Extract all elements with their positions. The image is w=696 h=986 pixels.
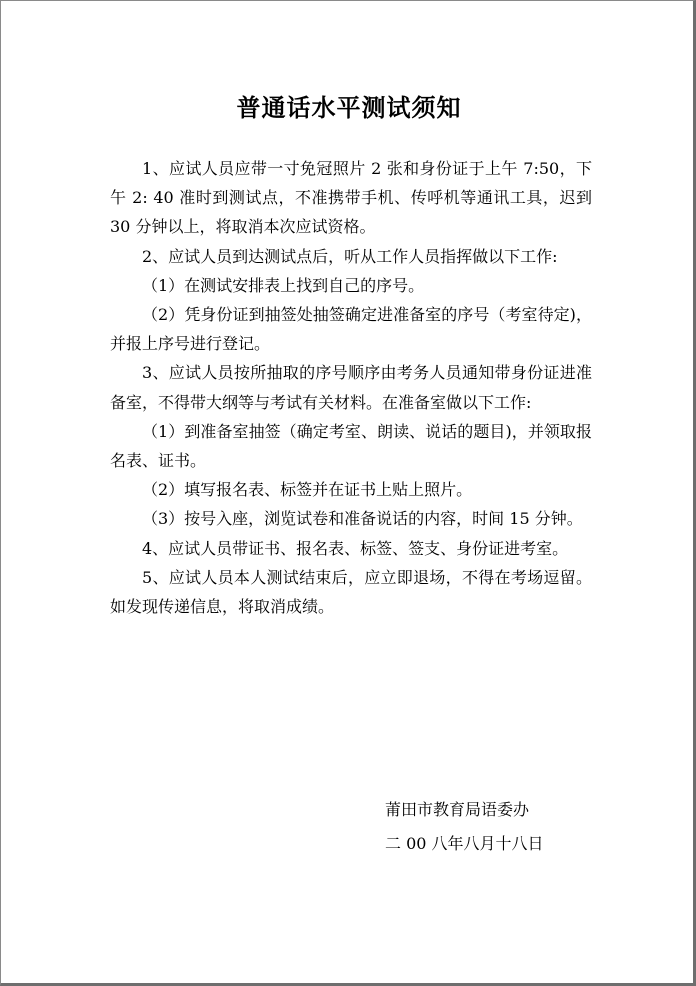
paragraph-2-item-1: （1）在测试安排表上找到自己的序号。 xyxy=(142,275,425,295)
document-title: 普通话水平测试须知 xyxy=(236,94,462,122)
document-body xyxy=(110,154,592,621)
paragraph-3-item-3: （3）按号入座，浏览试卷和准备说话的内容，时间 15 分钟。 xyxy=(142,509,583,529)
paragraph-1: 1、应试人员应带一寸免冠照片 2 张和身份证于上午 7:50，下午 2: 40 准时到测试点，不准携带手机、传呼机等通讯工具，迟到 30 分钟以上，将取消本次应试资格。 xyxy=(110,159,592,237)
paragraph-3: 3、应试人员按所抽取的序号顺序由考务人员通知带身份证进准备室，不得带大纲等与考试有关材料。在准备室做以下工作: xyxy=(110,363,592,412)
signature-block xyxy=(385,793,544,861)
paragraph-5: 5、应试人员本人测试结束后，应立即退场，不得在考场逗留。如发现传递信息，将取消成绩。 xyxy=(110,567,592,617)
signature-date: 二 00 八年八月十八日 xyxy=(385,834,544,853)
signature-organization: 莆田市教育局语委办 xyxy=(385,800,530,819)
paragraph-2: 2、应试人员到达测试点后，听从工作人员指挥做以下工作: xyxy=(142,246,558,266)
paragraph-3-item-1: （1）到准备室抽签（确定考室、朗读、说话的题目)，并领取报名表、证书。 xyxy=(110,421,592,471)
paragraph-2-item-2: （2）凭身份证到抽签处抽签确定进准备室的序号（考室待定)，并报上序号进行登记。 xyxy=(110,305,592,354)
paragraph-4: 4、应试人员带证书、报名表、标签、签支、身份证进考室。 xyxy=(142,538,569,558)
paragraph-3-item-2: （2）填写报名表、标签并在证书上贴上照片。 xyxy=(142,480,473,500)
